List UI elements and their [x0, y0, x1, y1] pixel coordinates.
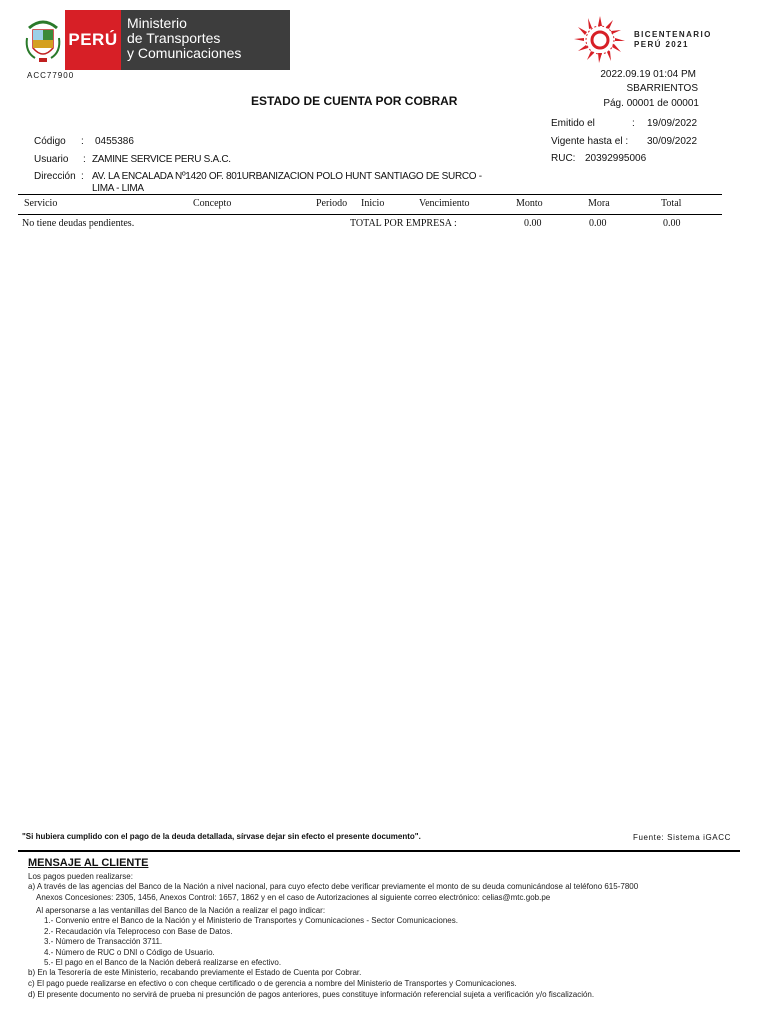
page-of: de [657, 98, 669, 109]
coat-of-arms-icon [21, 10, 65, 70]
print-user: SBARRIENTOS [626, 83, 698, 94]
emitido-label: Emitido el [551, 118, 595, 129]
logo-ministry-line: y Comunicaciones [127, 45, 242, 61]
logo-ministry-text [121, 10, 290, 70]
message-line: d) El presente documento no servirá de prueba ni presunción de pagos anteriores, pues constituye información referencial sujeta a verificación y/o fiscalización. [28, 990, 595, 999]
direccion-label: Dirección [34, 171, 76, 182]
usuario-colon: : [83, 154, 86, 165]
ministry-logo [21, 10, 290, 70]
total-mora: 0.00 [589, 218, 607, 229]
codigo-colon: : [81, 136, 84, 147]
bicentenario-emblem-icon [571, 14, 629, 64]
page-total: 00001 [671, 98, 699, 109]
page-current: 00001 [626, 98, 655, 109]
logo-ministry-line: de Transportes [127, 30, 221, 46]
disclaimer: "Si hubiera cumplido con el pago de la deuda detallada, sírvase dejar sin efecto el presente documento". [22, 832, 421, 841]
logo-peru-text: PERÚ [65, 10, 121, 70]
column-header: Vencimiento [419, 198, 470, 209]
message-line: 3.- Número de Transacción 3711. [44, 937, 163, 946]
document-title: ESTADO DE CUENTA POR COBRAR [251, 94, 458, 108]
direccion-colon: : [81, 171, 84, 182]
message-line: 1.- Convenio entre el Banco de la Nación y el Ministerio de Transportes y Comunicaciones - Sector Comunicaciones. [44, 916, 458, 925]
column-header: Inicio [361, 198, 385, 209]
codigo-value: 0455386 [95, 136, 134, 147]
ruc-value: 20392995006 [585, 153, 647, 164]
message-line: b) En la Tesorería de este Ministerio, recabando previamente el Estado de Cuenta por Cobrar. [28, 968, 362, 977]
codigo-label: Código [34, 136, 66, 147]
emitido-value: 19/09/2022 [647, 118, 698, 129]
bicentenario-text [634, 30, 712, 50]
usuario-value: ZAMINE SERVICE PERU S.A.C. [92, 154, 231, 165]
document-code: ACC77900 [27, 71, 75, 80]
column-header: Mora [588, 198, 610, 209]
message-title: MENSAJE AL CLIENTE [28, 857, 149, 869]
message-line: a) A través de las agencias del Banco de la Nación a nivel nacional, para cuyo efecto debe verificar previamente el monto de su deuda comunicándose al teléfono 615-7800 [28, 882, 639, 891]
source-label: Fuente: Sistema iGACC [633, 833, 731, 842]
message-line: c) El pago puede realizarse en efectivo o con cheque certificado o de gerencia a nombre del Ministerio de Transportes y Comunicaciones. [28, 979, 517, 988]
column-header: Servicio [24, 198, 58, 209]
message-line: 5.- El pago en el Banco de la Nación deberá realizarse en efectivo. [44, 958, 282, 967]
direccion-value-line1: AV. LA ENCALADA Nº1420 OF. 801URBANIZACION POLO HUNT SANTIAGO DE SURCO - [92, 171, 482, 182]
print-datetime: 2022.09.19 01:04 PM [600, 69, 696, 80]
column-header: Periodo [316, 198, 348, 209]
vigente-label: Vigente hasta el : [551, 136, 629, 147]
direccion-value-line2: LIMA - LIMA [92, 183, 144, 194]
vigente-value: 30/09/2022 [647, 136, 698, 147]
table-header [18, 194, 722, 215]
message-line: Al apersonarse a las ventanillas del Banco de la Nación a realizar el pago indicar: [36, 906, 326, 915]
emitido-colon: : [632, 118, 635, 129]
footer-divider [18, 850, 740, 852]
column-header: Monto [516, 198, 543, 209]
page-label: Pág. [603, 98, 624, 109]
bicentenario-line: PERÚ 2021 [634, 40, 689, 49]
message-line: 2.- Recaudación vía Teleproceso con Base de Datos. [44, 927, 233, 936]
total-monto: 0.00 [524, 218, 542, 229]
ruc-label: RUC: [551, 153, 576, 164]
logo-ministry-line: Ministerio [127, 15, 187, 31]
message-line: Anexos Concesiones: 2305, 1456, Anexos Control: 1657, 1862 y en el caso de Autorizaciones al siguiente correo electrónico: celias@mtc.gob.pe [36, 893, 551, 902]
total-label: TOTAL POR EMPRESA : [350, 218, 457, 229]
column-header: Total [661, 198, 682, 209]
usuario-label: Usuario [34, 154, 69, 165]
empty-debts-message: No tiene deudas pendientes. [22, 218, 135, 229]
bicentenario-line: BICENTENARIO [634, 30, 712, 39]
total-total: 0.00 [663, 218, 681, 229]
message-line: Los pagos pueden realizarse: [28, 872, 133, 881]
message-line: 4.- Número de RUC o DNI o Código de Usuario. [44, 948, 215, 957]
column-header: Concepto [193, 198, 232, 209]
page-indicator [603, 98, 699, 109]
bicentenario-logo [571, 14, 721, 64]
